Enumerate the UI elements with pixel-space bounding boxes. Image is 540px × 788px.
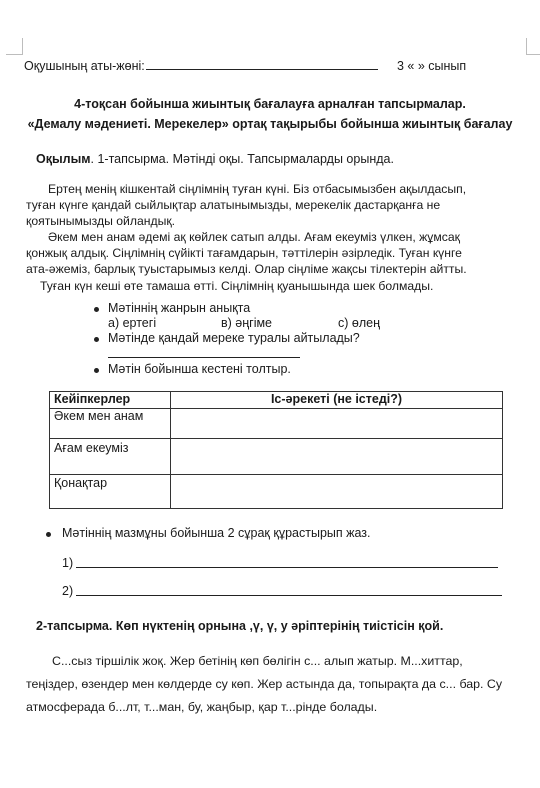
text-line: ата-әжеміз, барлық туыстарымыз келді. Олар сіңліме жақсы тілектерін айтты. [26,262,467,277]
corner-mark-left [6,38,23,55]
task2-text [26,650,536,719]
holiday-answer-line[interactable] [108,357,300,358]
characters-table [49,391,503,509]
table-row [50,409,503,439]
table-cell-action[interactable] [171,439,503,475]
corner-mark-right [526,38,540,55]
table-cell-character: Қонақтар [50,475,171,509]
option-b[interactable]: в) әңгіме [221,316,273,330]
page-subtitle: «Демалу мәдениеті. Мерекелер» ортақ тақырыбы бойынша жиынтық бағалау [27,117,513,131]
option-a[interactable]: а) ертегі [108,316,157,330]
answer-2-line[interactable] [76,595,502,596]
text-line: атмосферада б...лт, т...ман, бу, жаңбыр, қар т...рінде болады. [26,700,378,714]
answer-2-label: 2) [62,584,74,598]
question-compose: Мәтіннің мазмұны бойынша 2 сұрақ құрастырып жаз. [62,526,371,540]
student-name-label: Оқушының аты-жөні: [24,59,145,73]
question-table: Мәтін бойынша кестені толтыр. [108,362,291,376]
question-genre: Мәтіннің жанрын анықта [108,301,251,315]
table-row [50,475,503,509]
bullet-icon [46,532,51,537]
page-title: 4-тоқсан бойынша жиынтық бағалауға арналған тапсырмалар. [74,97,466,111]
table-header-actions: Іс-әрекеті (не істеді?) [171,392,503,409]
text-line: қонжық алдық. Сіңлімнің сүйікті тағамдарын, тәттілерін әзірледік. Туған күнге [26,246,462,261]
table-cell-character: Ағам екеуміз [50,439,171,475]
task1-instruction: . 1-тапсырма. Мәтінді оқы. Тапсырмаларды орында. [90,152,394,166]
text-line: Әкем мен анам әдемі ақ көйлек сатып алды. Ағам екеуміз үлкен, жұмсақ [48,230,460,245]
task2-title: 2-тапсырма. Көп нүктенің орнына ,ү, ү, у әріптерінің тиістісін қой. [36,619,444,633]
bullet-icon [94,368,99,373]
text-line: С...сыз тіршілік жоқ. Жер бетінің көп бөлігін с... алып жатыр. М...хиттар, [52,654,463,668]
table-row [50,439,503,475]
table-header-characters: Кейіпкерлер [50,392,171,409]
text-line: Туған күн кеші өте тамаша өтті. Сіңлімнің қуанышында шек болмады. [40,278,434,293]
bullet-icon [94,307,99,312]
student-name-blank[interactable] [146,59,378,70]
bullet-icon [94,337,99,342]
answer-1-line[interactable] [76,567,498,568]
question-holiday: Мәтінде қандай мереке туралы айтылады? [108,331,360,345]
answer-1-label: 1) [62,556,74,570]
student-header [24,59,524,73]
table-header-row [50,392,503,409]
section-label: Оқылым [36,152,91,166]
reading-text [26,181,526,294]
task1-heading [36,152,394,166]
text-line: теңіздер, өзендер мен көлдерде су көп. Жер астында да, топырақта да с... бар. Су [26,677,503,691]
table-cell-action[interactable] [171,409,503,439]
text-line: Ертең менің кішкентай сіңлімнің туған күні. Біз отбасымызбен ақылдасып, [48,182,467,196]
text-line: қоятынымызды ойландық. [26,214,176,229]
text-line: туған күнге қандай сыйлықтар алатынымызды, мерекелік дастарқанға не [26,198,441,213]
table-cell-character: Әкем мен анам [50,409,171,439]
grade-label: 3 « » сынып [397,59,467,73]
table-cell-action[interactable] [171,475,503,509]
option-c[interactable]: с) өлең [338,316,380,330]
